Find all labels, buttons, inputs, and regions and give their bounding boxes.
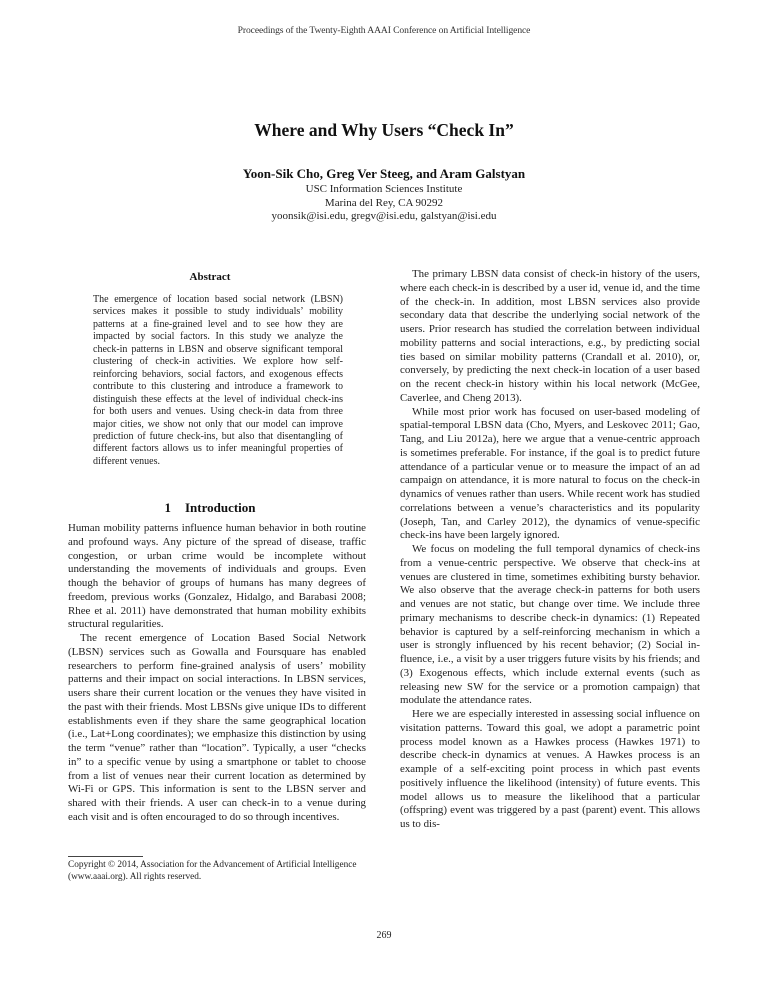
copyright-footnote: Copyright © 2014, Association for the Advancement of Artificial Intelligence (www.aaai.org). All rights reserved. (68, 860, 357, 883)
page-number: 269 (376, 930, 392, 941)
paragraph: While most prior work has focused on user-based modeling of spatial-temporal LBSN data (Cho, Myers, and Leskovec 2011; Gao, Tang, and Liu 2012a), here we argue that a venue-centric approach is sometimes preferable. For instance, if the goal is to predict future attendance of a particular venue or to measure the impact of an ad campaign on attendance, it is more natural to focus on the check-in dynamics of venues rather than users. While recent work has studied correlations between a venue’s characteristics and its popularity (Joseph, Tan, and Carley 2012), the dynamics of venue-specific check-ins have been largely ignored. (400, 405, 700, 542)
section-heading-introduction (40, 500, 380, 516)
section-title: Introduction (184, 500, 256, 515)
footnote-divider (68, 856, 143, 857)
right-column-body (400, 268, 700, 832)
paragraph: Here we are especially interested in assessing social influence on visitation patterns. Toward this goal, we adopt a parametric point process model known as a Hawkes process (Hawkes 1971) to describe check-in dynamics at venues. A Hawkes process is an example of a self-exciting point process in which past events positively influence the likelihood (intensity) of future events. This model allows us to measure the likelihood that a particular (offspring) event was triggered by a past (parent) event. This allows us to dis- (400, 708, 700, 830)
section-number: 1 (164, 500, 171, 515)
affiliation-institute: USC Information Sciences Institute (305, 183, 463, 195)
paragraph: Human mobility patterns influence human behavior in both routine and profound ways. Any picture of the spread of disease, traffic congestion, or urban crime would be incomplete without understanding the movements of individuals and groups. Even though the behavior of groups of humans has many degrees of freedom, previous works (Gonzalez, Hidalgo, and Barabasi 2008; Rhee et al. 2011) have demonstrated that human mobility exhibits structural regularities. (68, 522, 366, 631)
abstract-heading: Abstract (189, 271, 231, 283)
affiliation-address: Marina del Rey, CA 90292 (324, 197, 444, 209)
abstract-body: The emergence of location based social network (LBSN) services makes it possible to study individuals’ mobility patterns at a fine-grained level and to see how they are impacted by social factors. In this study we analyze the check-in patterns in LBSN and observe significant temporal clustering of check-in activities. We explore how self-reinforcing behaviors, social factors, and exogenous effects contribute to this clustering and introduce a framework to distinguish these effects at the level of individual check-ins for both users and venues. Using check-in data from three major cities, we show not only that our model can improve prediction of future check-ins, but also that disentangling of different factors allows us to infer meaningful properties of different venues. (93, 294, 343, 467)
affiliation-emails: yoonsik@isi.edu, gregv@isi.edu, galstyan@isi.edu (271, 210, 497, 222)
paragraph: The recent emergence of Location Based Social Network (LBSN) services such as Gowalla and Foursquare has enabled researchers to perform fine-grained analysis of users’ mobility patterns and their impact on social interactions. In LBSN services, users share their current location or the venues they have visited in the past with their friends. Most LBSNs give unique IDs to different establishments even if they share the same geographical location (i.e., Lat+Long coordinates); we emphasize this distinction by using the term “venue” rather than “location”. Typically, a user “checks in” to a specific venue by using a smartphone or tablet to choose from a list of venues near their current location as determined by Wi-Fi or GPS. This information is sent to the LBSN server and shared with their friends. A user can check-in to a venue during each visit and is often encouraged to do so through incentives. (68, 632, 366, 823)
paper-title: Where and Why Users “Check In” (254, 120, 514, 140)
paragraph: We focus on modeling the full temporal dynamics of check-ins from a venue-centric perspective. We observe that check-ins at venues are clustered in time, sometimes exhibiting bursty behavior. We also observe that the average check-in patterns for both users and venues are not static, but change over time. We include three primary mechanisms to describe check-in dynamics: (1) Repeated behavior is captured by a self-reinforcing mechanism in which a user is strongly influenced by his recent behavior; (2) Social influence, i.e., a visit by a user triggers future visits by his friends; and (3) Exogenous effects, which include external events (such as releasing new SW for the service or a promotion campaign) that modulate the attendance rates. (400, 543, 700, 707)
left-column-body (68, 522, 366, 825)
paragraph: The primary LBSN data consist of check-in history of the users, where each check-in is described by a user id, venue id, and the time of the check-in. In addition, most LBSN services also provide secondary data that describe the underlying social network of the users. Prior research has studied the correlation between individual mobility patterns and social interactions, e.g., by predicting social ties based on similar mobility patterns (Crandall et al. 2010), or, conversely, by predicting the next check-in location of a user based on the recent check-in history within his local network (McGee, Caverlee, and Cheng 2013). (400, 268, 700, 404)
paper-authors: Yoon-Sik Cho, Greg Ver Steeg, and Aram Galstyan (242, 166, 526, 181)
proceedings-header: Proceedings of the Twenty-Eighth AAAI Conference on Artificial Intelligence (237, 25, 531, 36)
